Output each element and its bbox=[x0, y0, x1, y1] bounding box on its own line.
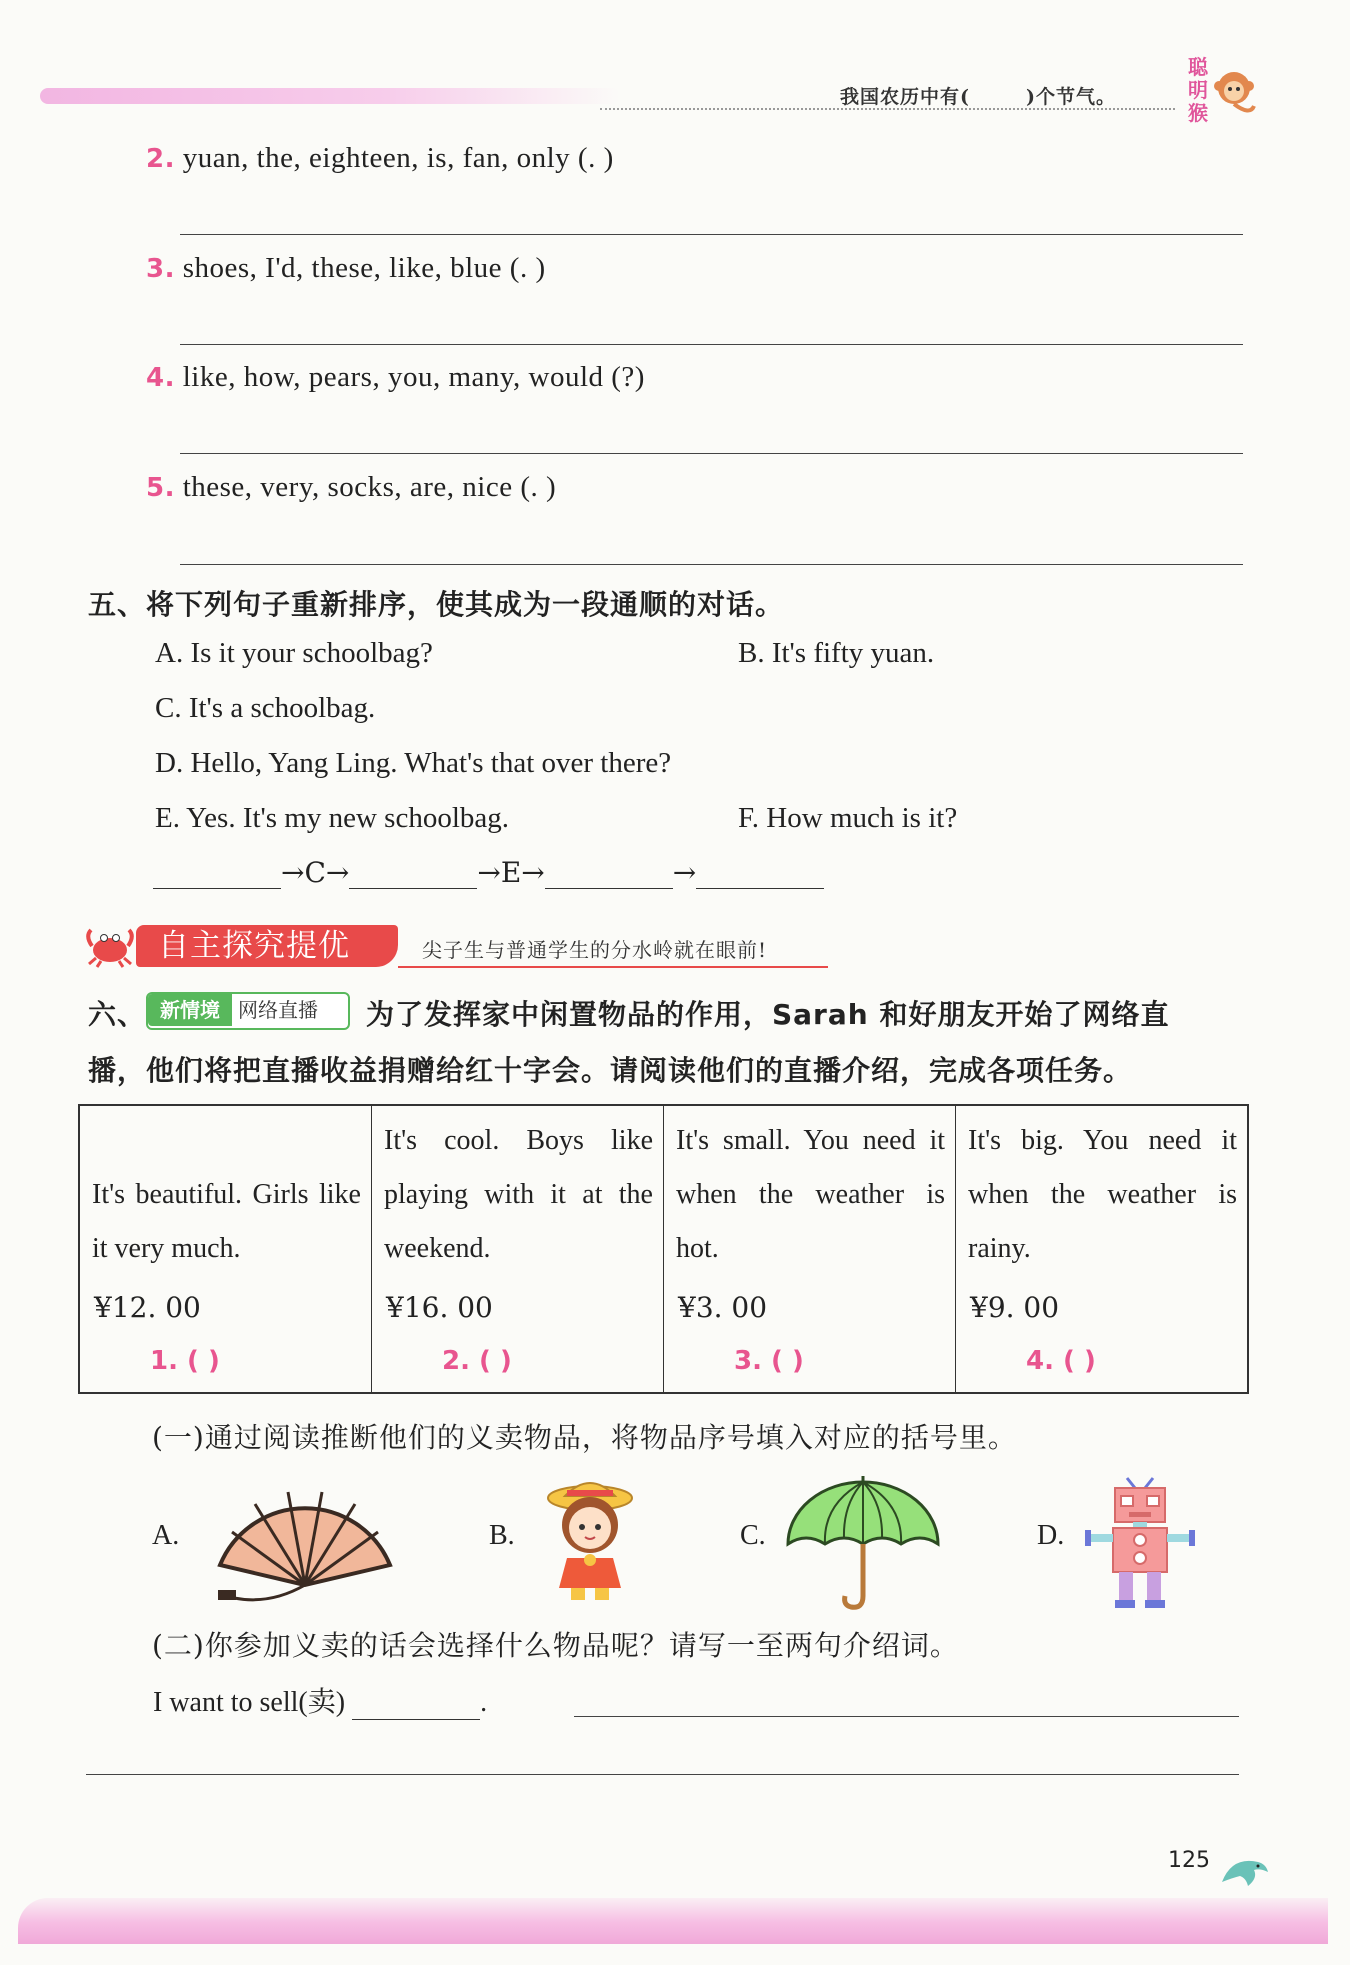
answer-line-sell[interactable] bbox=[574, 1716, 1239, 1717]
option-c: C. It's a schoolbag. bbox=[155, 692, 376, 724]
order-blank-1[interactable] bbox=[153, 858, 281, 889]
task2-instruction: (二)你参加义卖的话会选择什么物品呢？请写一至两句介绍词。 bbox=[152, 1629, 959, 1662]
picture-label-a: A. bbox=[152, 1520, 180, 1551]
inquiry-rule bbox=[398, 966, 828, 968]
table-cell: It's cool. Boys like playing with it at the weekend. ¥16. 00 2. ( ) bbox=[372, 1106, 664, 1392]
header-hint-prefix: 我国农历中有( bbox=[840, 86, 970, 108]
reorder-item-3: 3. shoes, I'd, these, like, blue (. ) bbox=[146, 252, 546, 284]
inquiry-title: 自主探究提优 bbox=[158, 928, 350, 964]
sell-sentence: I want to sell(卖) . bbox=[153, 1687, 488, 1718]
option-e: E. Yes. It's my new schoolbag. bbox=[155, 802, 510, 834]
order-blank-3[interactable] bbox=[545, 858, 673, 889]
table-cell: It's small. You need it when the weather is hot. ¥3. 00 3. ( ) bbox=[664, 1106, 956, 1392]
option-b: B. It's fifty yuan. bbox=[738, 637, 935, 669]
monkey-icon bbox=[1210, 60, 1260, 122]
task1-instruction: (一)通过阅读推断他们的义卖物品，将物品序号填入对应的括号里。 bbox=[152, 1421, 1017, 1454]
order-answer-line: →C→ →E→ → bbox=[153, 856, 824, 889]
answer-line-3[interactable] bbox=[180, 344, 1243, 345]
section6-intro-line1: 为了发挥家中闲置物品的作用，Sarah 和好朋友开始了网络直 bbox=[366, 998, 1170, 1031]
answer-bracket-1[interactable]: 1. ( ) bbox=[150, 1346, 220, 1376]
option-a: A. Is it your schoolbag? bbox=[155, 637, 433, 669]
monkey-logo: 聪明猴 bbox=[1188, 55, 1208, 125]
answer-line-4[interactable] bbox=[180, 453, 1243, 454]
option-d: D. Hello, Yang Ling. What's that over there? bbox=[155, 747, 672, 779]
reorder-item-5: 5. these, very, socks, are, nice (. ) bbox=[146, 471, 557, 503]
sale-table bbox=[78, 1104, 1249, 1394]
umbrella-icon bbox=[783, 1474, 943, 1614]
answer-bracket-2[interactable]: 2. ( ) bbox=[442, 1346, 512, 1376]
table-cell: It's big. You need it when the weather is rainy. ¥9. 00 4. ( ) bbox=[968, 1125, 1237, 1376]
answer-bracket-4[interactable]: 4. ( ) bbox=[1026, 1346, 1096, 1376]
header-hint-suffix: )个节气。 bbox=[1026, 86, 1116, 108]
picture-label-b: B. bbox=[489, 1520, 515, 1551]
picture-label-d: D. bbox=[1037, 1520, 1065, 1551]
order-blank-2[interactable] bbox=[349, 858, 477, 889]
answer-line-2[interactable] bbox=[180, 234, 1243, 235]
option-f: F. How much is it? bbox=[738, 802, 958, 834]
section6-number: 六、 bbox=[88, 998, 147, 1031]
page-number: 125 bbox=[1168, 1848, 1210, 1873]
doll-icon bbox=[535, 1470, 645, 1605]
order-blank-4[interactable] bbox=[696, 858, 824, 889]
reorder-item-2: 2. yuan, the, eighteen, is, fan, only (. ) bbox=[146, 142, 614, 174]
reorder-item-4: 4. like, how, pears, you, many, would (?) bbox=[146, 361, 645, 393]
dolphin-icon bbox=[1218, 1852, 1270, 1892]
robot-icon bbox=[1085, 1474, 1195, 1614]
table-cell: It's beautiful. Girls like it very much. ¥12. 00 1. ( ) bbox=[80, 1106, 372, 1392]
footer-band bbox=[18, 1898, 1328, 1944]
new-context-badge: 新情境 bbox=[148, 994, 232, 1026]
answer-line-5[interactable] bbox=[180, 564, 1243, 565]
picture-label-c: C. bbox=[740, 1520, 766, 1551]
sell-item-blank[interactable] bbox=[352, 1689, 480, 1720]
answer-bracket-3[interactable]: 3. ( ) bbox=[734, 1346, 804, 1376]
section6-intro-line2: 播，他们将把直播收益捐赠给红十字会。请阅读他们的直播介绍，完成各项任务。 bbox=[88, 1054, 1133, 1087]
answer-line-extra[interactable] bbox=[86, 1774, 1239, 1775]
live-stream-label: 网络直播 bbox=[238, 998, 318, 1022]
header-band bbox=[40, 88, 620, 104]
crab-icon bbox=[84, 924, 136, 968]
section5-title: 五、将下列句子重新排序，使其成为一段通顺的对话。 bbox=[88, 588, 785, 621]
header-hint bbox=[840, 82, 1116, 109]
fan-icon bbox=[210, 1470, 400, 1605]
inquiry-slogan: 尖子生与普通学生的分水岭就在眼前! bbox=[422, 938, 768, 962]
